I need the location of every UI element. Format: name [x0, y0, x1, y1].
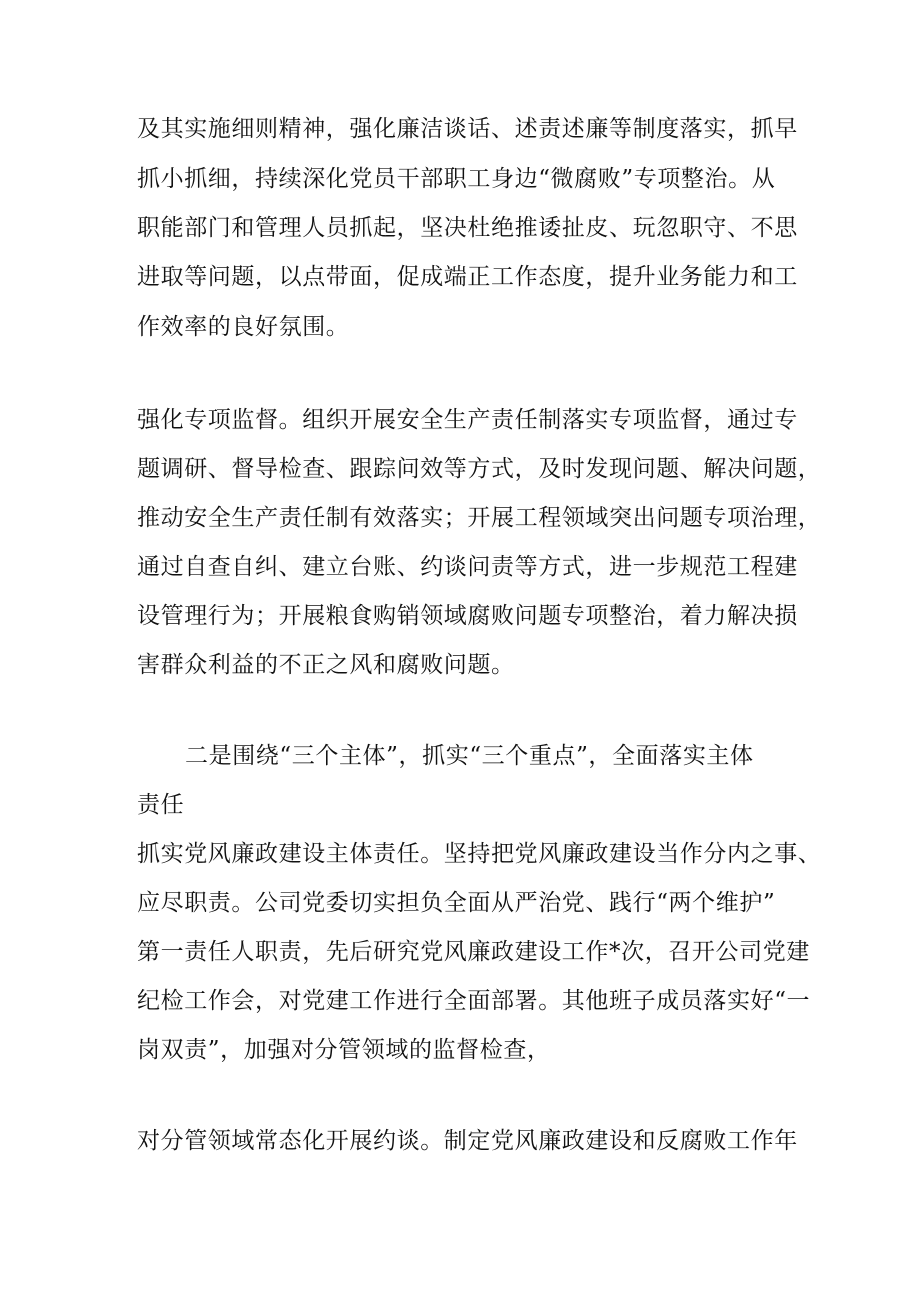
paragraph-3-line-5: 岗双责”，加强对分管领域的监督检查， — [137, 1037, 551, 1063]
paragraph-3-line-2: 应尽职责。公司党委切实担负全面从严治党、践行“两个维护” — [137, 890, 776, 916]
paragraph-2-line-3: 推动安全生产责任制有效落实；开展工程领域突出问题专项治理， — [137, 505, 822, 531]
paragraph-1-line-5: 作效率的良好氛围。 — [137, 314, 350, 340]
paragraph-2-line-1: 强化专项监督。组织开展安全生产责任制落实专项监督，通过专 — [137, 407, 798, 433]
paragraph-4-line-1: 对分管领域常态化开展约谈。制定党风廉政建设和反腐败工作年 — [137, 1128, 798, 1154]
paragraph-3-line-3: 第一责任人职责，先后研究党风廉政建设工作*次，召开公司党建 — [137, 939, 810, 965]
paragraph-3-line-4: 纪检工作会，对党建工作进行全面部署。其他班子成员落实好“一 — [137, 988, 811, 1014]
paragraph-2-line-6: 害群众利益的不正之风和腐败问题。 — [137, 652, 515, 678]
paragraph-1-line-3: 职能部门和管理人员抓起，坚决杜绝推诿扯皮、玩忽职守、不思 — [137, 215, 798, 241]
section-heading-line-1: 二是围绕“三个主体”，抓实“三个重点”，全面落实主体 — [185, 743, 754, 769]
paragraph-1-line-2: 抓小抓细，持续深化党员干部职工身边“微腐败”专项整治。从 — [137, 166, 776, 192]
paragraph-3-line-1: 抓实党风廉政建设主体责任。坚持把党风廉政建设当作分内之事、 — [137, 841, 822, 867]
paragraph-2-line-2: 题调研、督导检查、跟踪问效等方式，及时发现问题、解决问题， — [137, 456, 822, 482]
paragraph-1-line-4: 进取等问题，以点带面，促成端正工作态度，提升业务能力和工 — [137, 264, 798, 290]
paragraph-2-line-5: 设管理行为；开展粮食购销领域腐败问题专项整治，着力解决损 — [137, 603, 798, 629]
paragraph-2-line-4: 通过自查自纠、建立台账、约谈问责等方式，进一步规范工程建 — [137, 554, 798, 580]
paragraph-1-line-1: 及其实施细则精神，强化廉洁谈话、述责述廉等制度落实，抓早 — [137, 116, 798, 142]
section-heading-line-2: 责任 — [137, 792, 185, 818]
